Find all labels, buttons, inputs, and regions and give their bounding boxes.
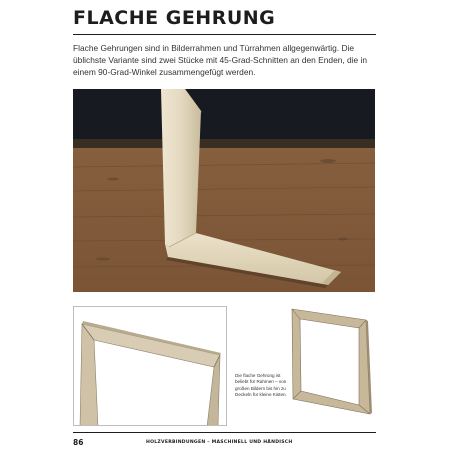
frame-perspective-drawing: [288, 302, 376, 426]
figure-caption: Die flache Gehrung ist beliebt für Rahmen – von großen Bildern bis hin zu Deckeln für kleine Kisten.: [235, 373, 287, 397]
mitre-joint-photo: [73, 89, 375, 292]
page-title: FLACHE GEHRUNG: [73, 7, 276, 29]
intro-paragraph: Flache Gehrungen sind in Bilderrahmen und Türrahmen allgegenwärtig. Die üblichste Variante sind zwei Stücke mit 45-Grad-Schnitten an den Enden, die in einem 90-Grad-Winkel zusammengefügt werden.: [73, 43, 368, 77]
frame-corner-drawing: [73, 306, 227, 426]
page-number: 86: [73, 438, 84, 447]
title-rule: [73, 34, 376, 35]
footer-rule: [73, 432, 376, 433]
running-footer: HOLZVERBINDUNGEN – MASCHINELL UND HÄNDISCH: [146, 440, 293, 445]
